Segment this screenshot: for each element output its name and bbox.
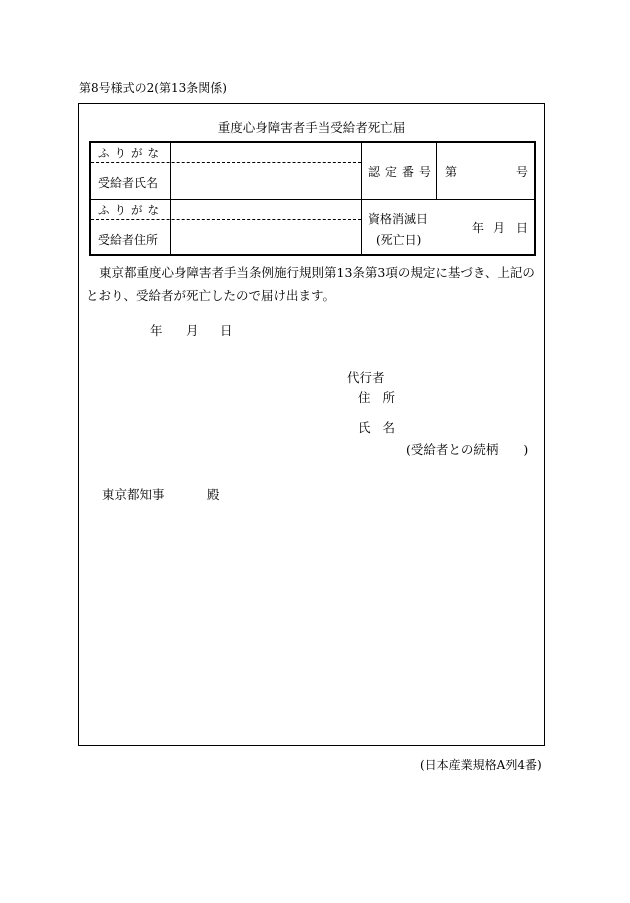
number-column-divider xyxy=(436,143,437,199)
recipient-address-field[interactable] xyxy=(171,220,361,254)
paper-size-note: (日本産業規格A列4番) xyxy=(420,758,542,772)
certification-number-prefix: 第 xyxy=(445,165,458,179)
info-table xyxy=(89,141,536,256)
submission-month-label: 月 xyxy=(186,323,199,338)
agent-name-field[interactable] xyxy=(399,414,529,434)
recipient-name-label: 受給者氏名 xyxy=(98,176,159,190)
form-number: 第8号様式の2(第13条関係) xyxy=(79,81,227,95)
submission-day-label: 日 xyxy=(220,323,233,338)
death-date-label: (死亡日) xyxy=(376,233,422,247)
agent-name-label: 氏 名 xyxy=(358,420,399,435)
furigana-label-address: ふりがな xyxy=(98,203,164,217)
form-title: 重度心身障害者手当受給者死亡届 xyxy=(217,120,406,135)
certification-number-label: 認定番号 xyxy=(368,165,437,179)
loss-date-month-label: 月 xyxy=(493,221,506,235)
addressee-name: 東京都知事 xyxy=(102,487,165,502)
qualification-loss-date-label: 資格消滅日 xyxy=(368,212,429,226)
recipient-address-furigana-field[interactable] xyxy=(171,200,361,219)
recipient-address-label: 受給者住所 xyxy=(98,233,159,247)
submission-year-label: 年 xyxy=(150,323,163,338)
furigana-label-name: ふりがな xyxy=(98,146,164,160)
agent-address-label: 住 所 xyxy=(358,390,399,405)
recipient-name-furigana-field[interactable] xyxy=(171,143,361,162)
agent-heading: 代行者 xyxy=(347,370,385,385)
certification-number-suffix: 号 xyxy=(516,165,529,179)
declaration-text: 東京都重度心身障害者手当条例施行規則第13条第3項の規定に基づき、上記のとおり、受給者が死亡したので届け出ます。 xyxy=(86,265,535,303)
agent-address-field[interactable] xyxy=(399,384,529,404)
loss-date-year-label: 年 xyxy=(472,221,485,235)
addressee-honorific: 殿 xyxy=(207,487,220,502)
agent-relationship-label: (受給者との続柄 ) xyxy=(406,442,529,457)
form-frame xyxy=(78,103,545,746)
recipient-name-field[interactable] xyxy=(171,163,361,199)
loss-date-day-label: 日 xyxy=(516,221,529,235)
certification-number-field[interactable] xyxy=(463,157,513,185)
value-column-divider xyxy=(361,143,362,254)
